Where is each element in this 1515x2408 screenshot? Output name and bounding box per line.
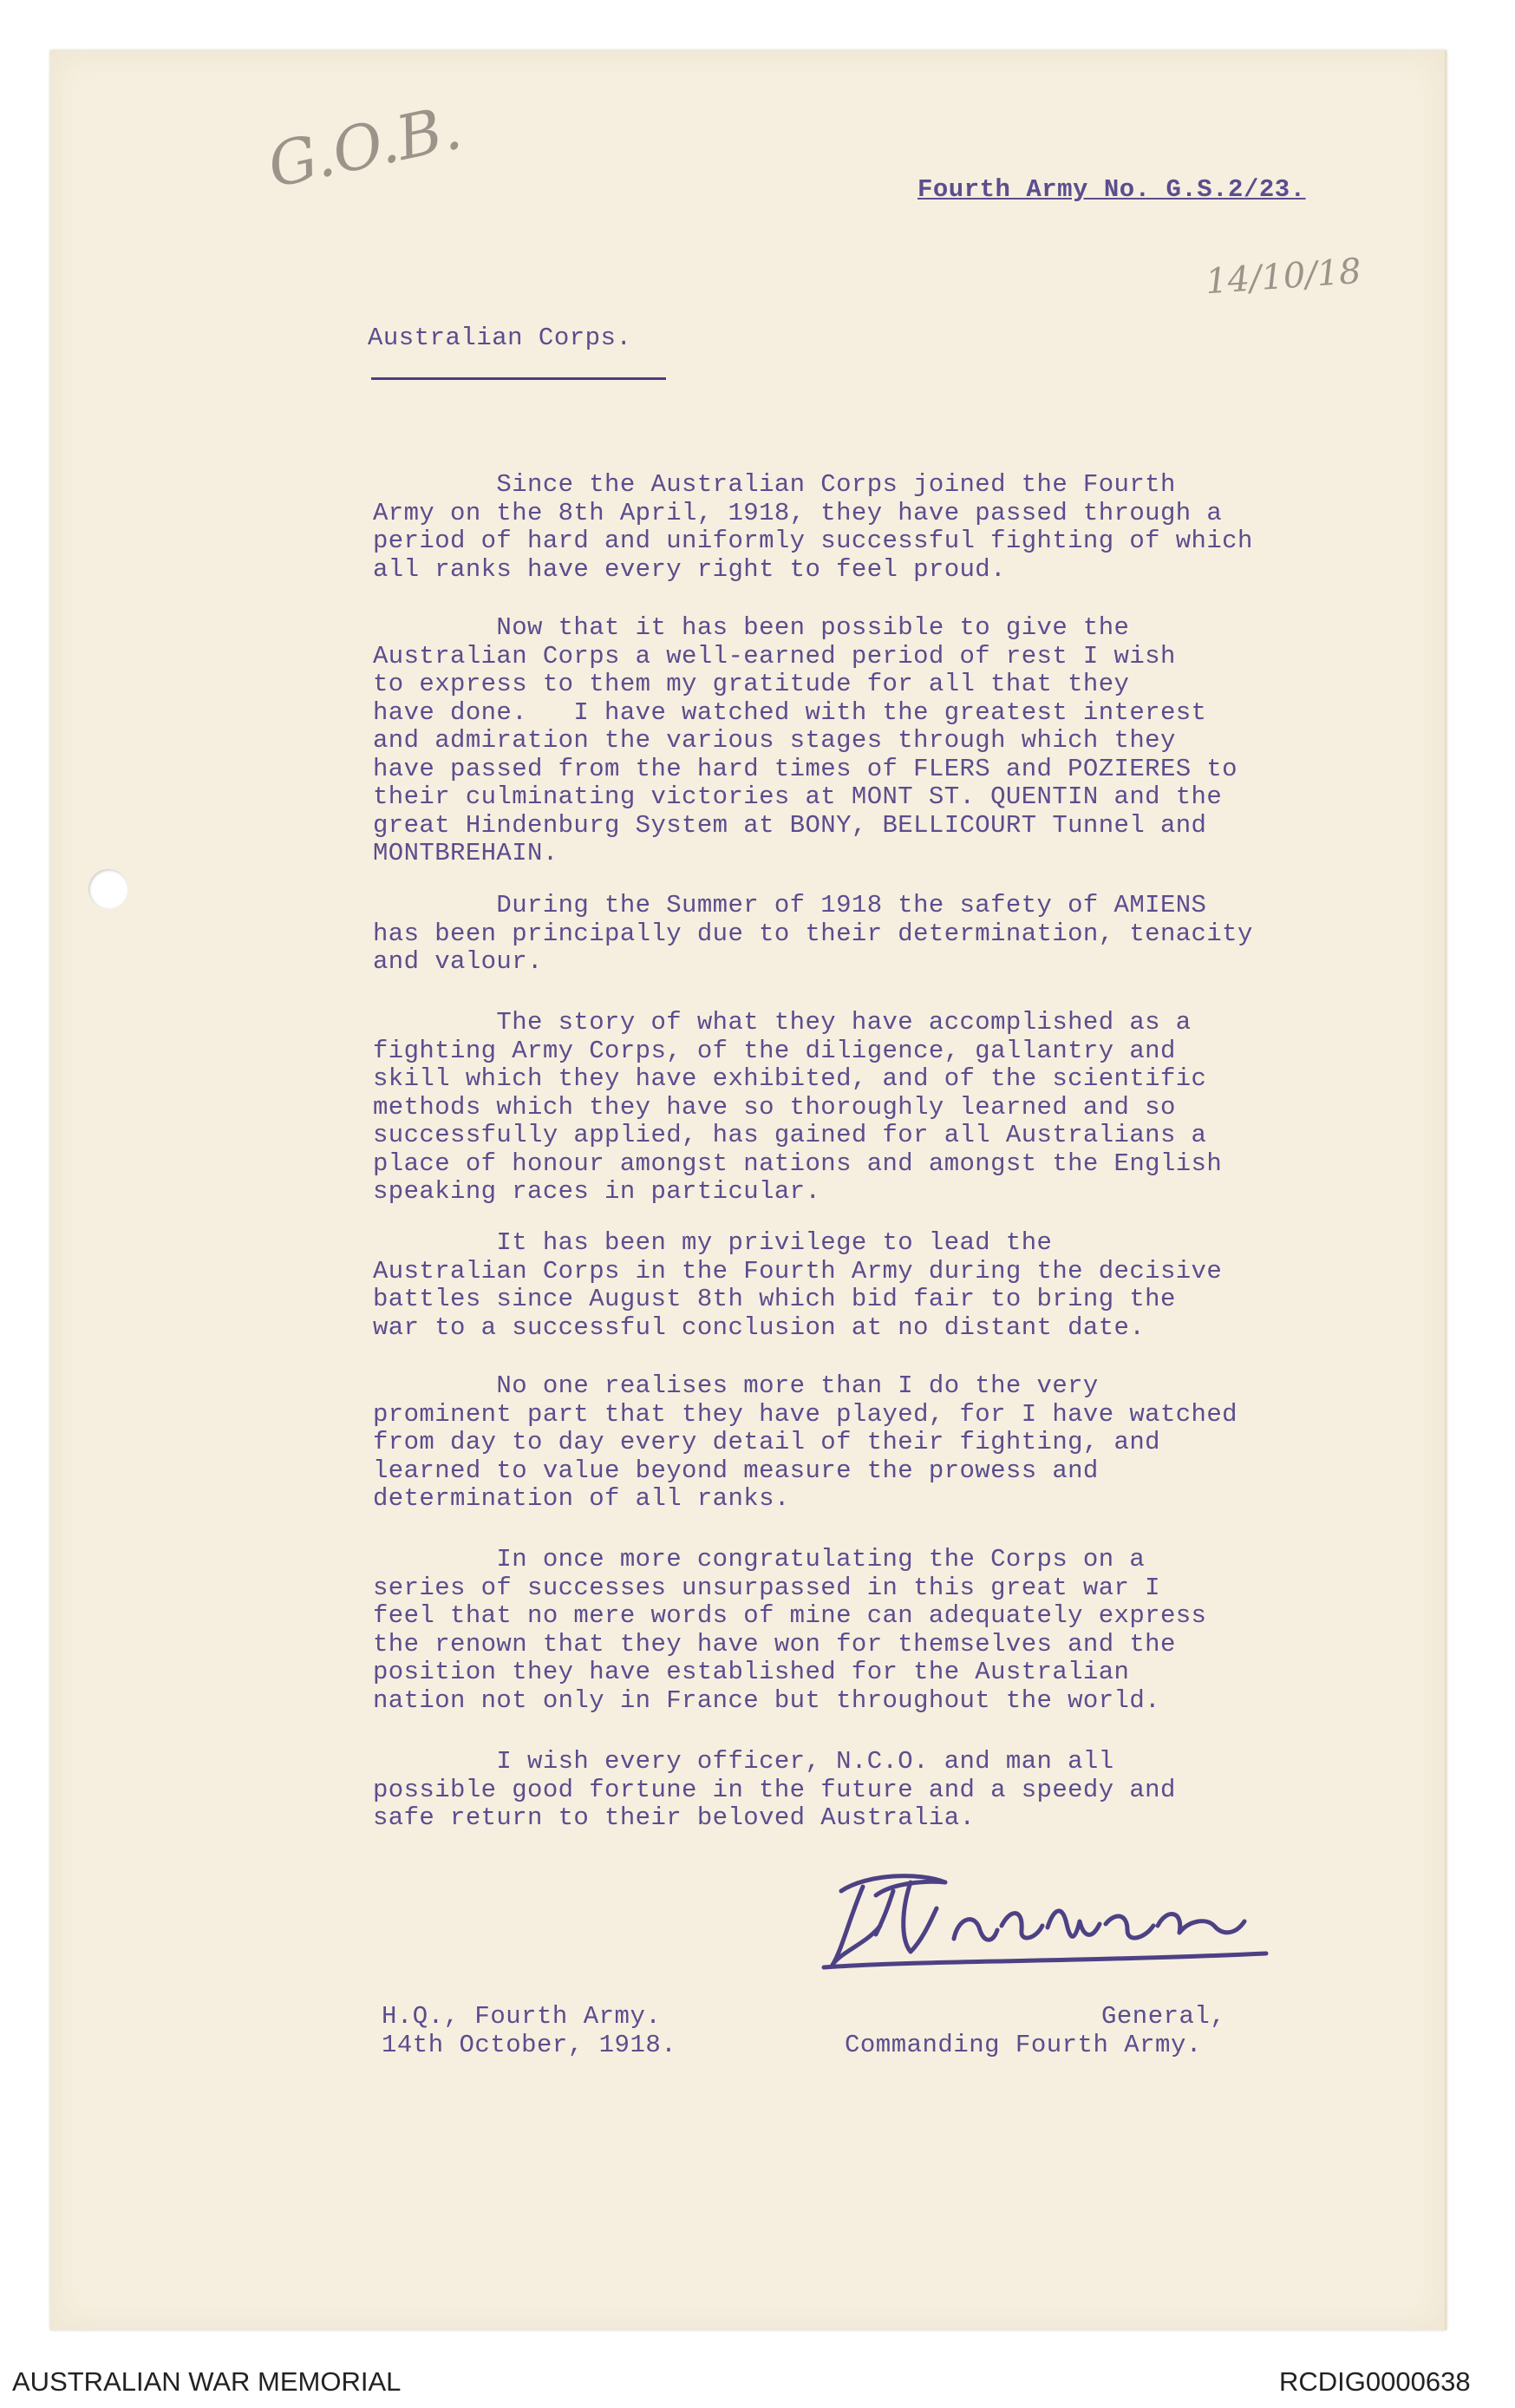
paragraph-line: determination of all ranks. <box>373 1484 790 1513</box>
addressee-underline <box>371 377 666 380</box>
paragraph-line: place of honour amongst nations and amongst the English <box>373 1148 1223 1178</box>
paragraph-line: skill which they have exhibited, and of the scientific <box>373 1064 1207 1093</box>
signatory-title: Commanding Fourth Army. <box>845 2031 1202 2059</box>
paragraph-line: MONTBREHAIN. <box>373 839 558 867</box>
paragraph-line: Since the Australian Corps joined the Fourth <box>373 470 1176 499</box>
paragraph-line: war to a successful conclusion at no distant date. <box>373 1312 1146 1342</box>
paragraph-line: battles since August 8th which bid fair to bring the <box>373 1285 1176 1313</box>
pencil-date-annotation: 14/10/18 <box>1204 251 1363 303</box>
addressee: Australian Corps. <box>368 324 632 352</box>
paragraph-line: fighting Army Corps, of the diligence, gallantry and <box>373 1036 1176 1065</box>
paragraph-line: all ranks have every right to feel proud. <box>373 554 1006 584</box>
letter-date: 14th October, 1918. <box>382 2031 677 2059</box>
paragraph-5 <box>373 1229 1370 1342</box>
paragraph-line: safe return to their beloved Australia. <box>373 1803 976 1832</box>
paragraph-line: nation not only in France but throughout the world. <box>373 1685 1160 1715</box>
paragraph-line: In once more congratulating the Corps on a <box>373 1545 1146 1574</box>
signatory-rank: General, <box>1101 2002 1226 2031</box>
paragraph-line: from day to day every detail of their fighting, and <box>373 1428 1160 1456</box>
paragraph-line: Australian Corps in the Fourth Army during the decisive <box>373 1256 1223 1286</box>
paragraph-line: to express to them my gratitude for all that they <box>373 670 1130 698</box>
paragraph-line: series of successes unsurpassed in this great war I <box>373 1573 1160 1602</box>
paragraph-line: It has been my privilege to lead the <box>373 1228 1053 1257</box>
paragraph-line: Now that it has been possible to give the <box>373 613 1130 642</box>
paragraph-line: has been principally due to their determination, tenacity <box>373 919 1253 948</box>
paragraph-line: possible good fortune in the future and a speedy and <box>373 1775 1176 1804</box>
paragraph-line: have passed from the hard times of FLERS and POZIERES to <box>373 754 1237 783</box>
paragraph-1 <box>373 471 1370 584</box>
paragraph-line: Army on the 8th April, 1918, they have passed through a <box>373 498 1223 527</box>
paragraph-line: period of hard and uniformly successful fighting of which <box>373 527 1253 555</box>
paragraph-2 <box>373 614 1370 868</box>
paragraph-8 <box>373 1748 1370 1833</box>
paragraph-line: and admiration the various stages through which they <box>373 726 1176 755</box>
paragraph-line: and valour. <box>373 947 543 976</box>
paragraph-line: prominent part that they have played, for I have watched <box>373 1399 1237 1429</box>
paragraph-3 <box>373 892 1370 977</box>
paragraph-7 <box>373 1546 1370 1715</box>
paragraph-line: The story of what they have accomplished as a <box>373 1008 1192 1037</box>
paragraph-line: During the Summer of 1918 the safety of AMIENS <box>373 891 1207 919</box>
footer-institution: AUSTRALIAN WAR MEMORIAL <box>12 2366 402 2397</box>
paragraph-line: great Hindenburg System at BONY, BELLICOURT Tunnel and <box>373 810 1207 840</box>
paragraph-line: speaking races in particular. <box>373 1177 821 1206</box>
paragraph-line: Australian Corps a well-earned period of rest I wish <box>373 641 1176 671</box>
paragraph-6 <box>373 1372 1370 1514</box>
paragraph-line: their culminating victories at MONT ST. QUENTIN and the <box>373 782 1223 811</box>
punch-hole <box>88 869 128 909</box>
paragraph-4 <box>373 1009 1370 1207</box>
paragraph-line: learned to value beyond measure the prowess and <box>373 1456 1099 1485</box>
paragraph-line: I wish every officer, N.C.O. and man all <box>373 1747 1114 1776</box>
paragraph-line: No one realises more than I do the very <box>373 1371 1099 1400</box>
pencil-annotation-top: G.O.B. <box>261 91 467 202</box>
reference-number: Fourth Army No. G.S.2/23. <box>917 175 1306 204</box>
paragraph-line: position they have established for the Australian <box>373 1658 1130 1686</box>
footer-record-id: RCDIG0000638 <box>1279 2366 1471 2397</box>
hq-location: H.Q., Fourth Army. <box>382 2002 662 2031</box>
paragraph-line: the renown that they have won for themselves and the <box>373 1629 1176 1659</box>
signature-image <box>815 1856 1301 1986</box>
paragraph-line: successfully applied, has gained for all Australians a <box>373 1121 1207 1149</box>
paragraph-line: feel that no mere words of mine can adequately express <box>373 1601 1207 1630</box>
paragraph-line: have done. I have watched with the greatest interest <box>373 697 1207 727</box>
paragraph-line: methods which they have so thoroughly learned and so <box>373 1092 1176 1122</box>
